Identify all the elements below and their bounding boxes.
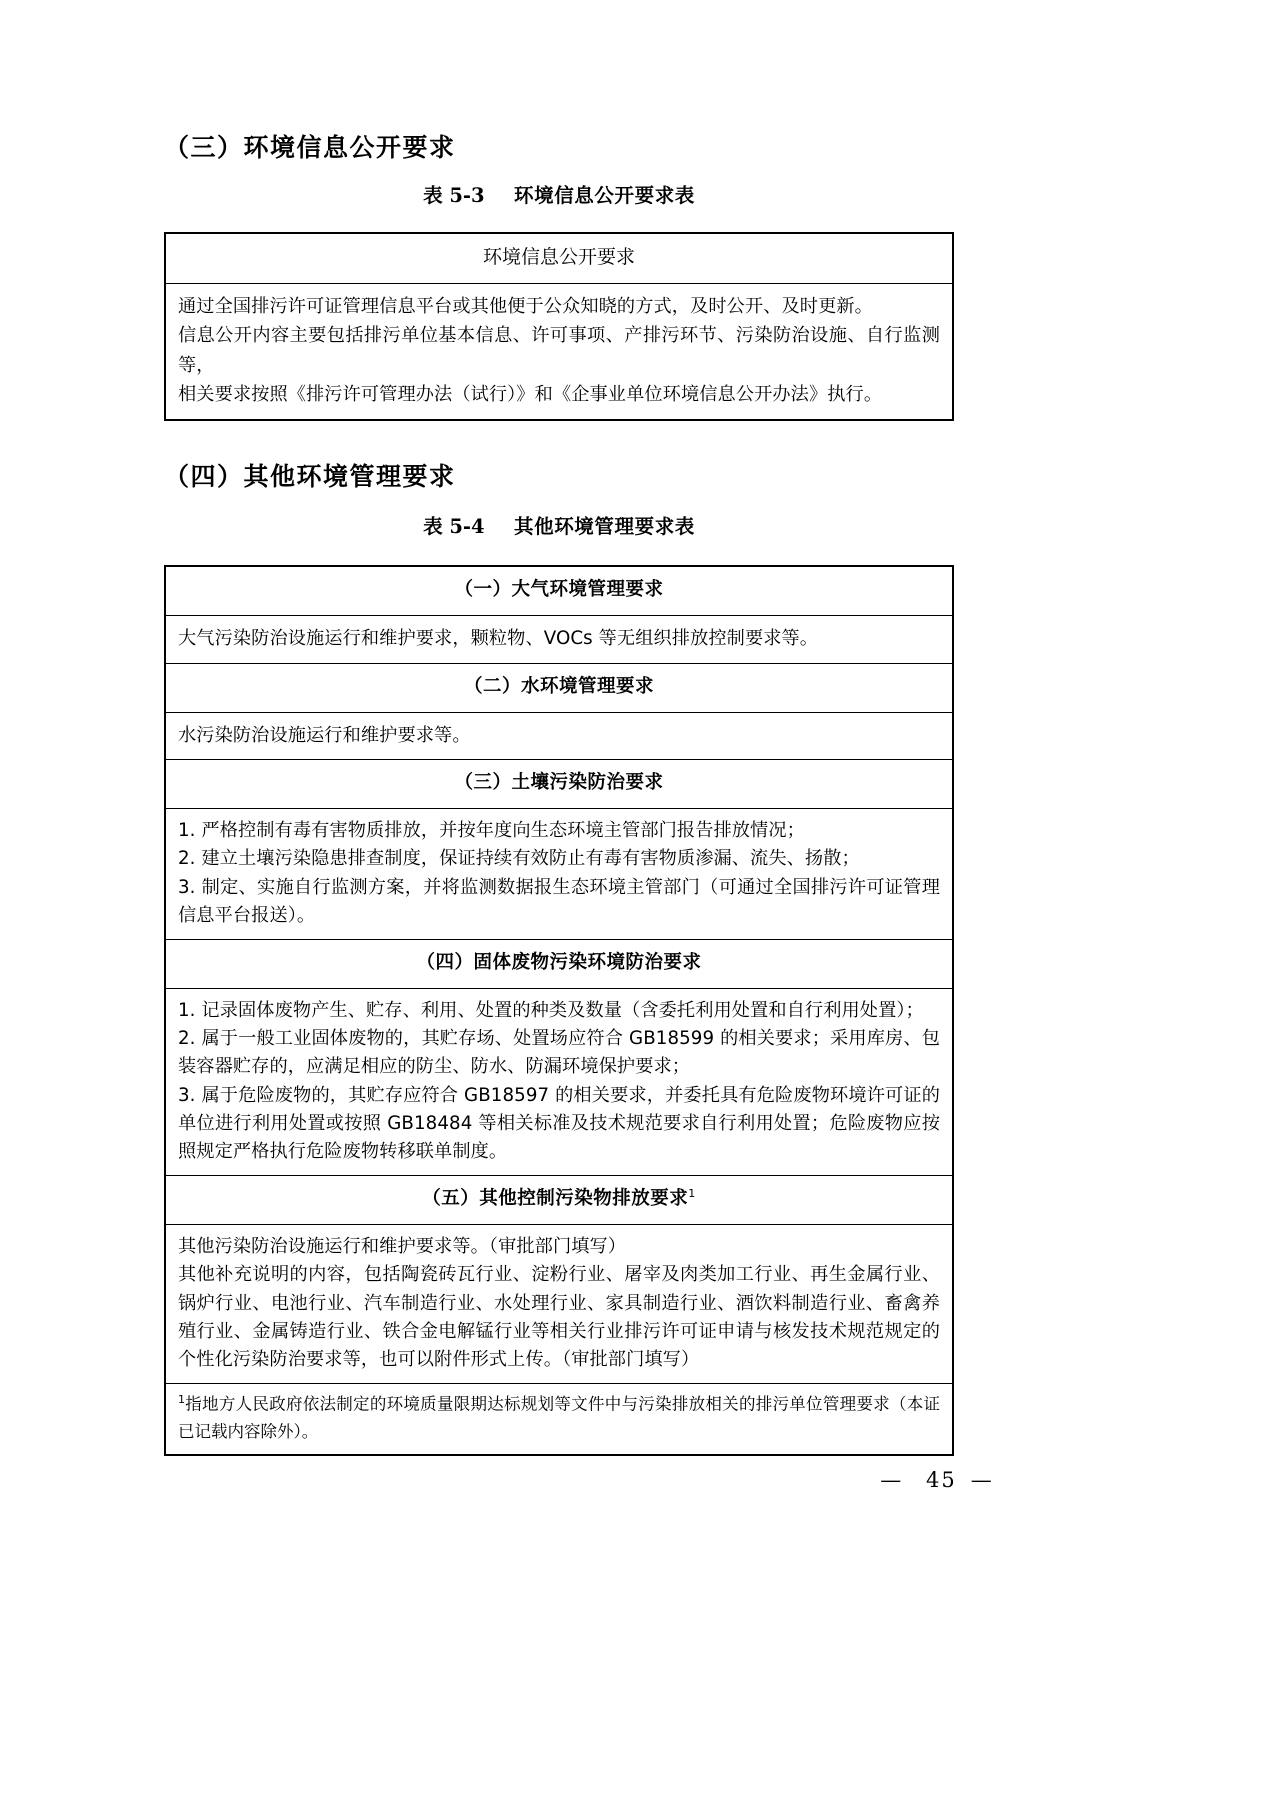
body-line: 2. 建立土壤污染隐患排查制度，保证持续有效防止有毒有害物质渗漏、流失、扬散； — [178, 848, 860, 870]
page-content — [164, 0, 954, 1456]
table-caption-number-5-4: 表 5-4 — [423, 514, 485, 538]
body-line: 1. 严格控制有毒有害物质排放，并按年度向生态环境主管部门报告排放情况； — [178, 820, 805, 842]
table-caption-title-5-4: 其他环境管理要求表 — [514, 514, 695, 538]
section-body-water — [166, 713, 952, 759]
page-number-group — [880, 1468, 993, 1492]
footnote-number: 1 — [178, 1393, 185, 1407]
section-header-soil: （三）土壤污染防治要求 — [454, 772, 664, 794]
body-line: 水污染防治设施运行和维护要求等。 — [178, 724, 471, 746]
table-row — [166, 1384, 952, 1454]
body-line: 2. 属于一般工业固体废物的，其贮存场、处置场应符合 GB18599 的相关要求；采用库房、包装容器贮存的，应满足相应的防尘、防水、防漏环境保护要求； — [178, 1028, 940, 1078]
table-row — [166, 809, 952, 940]
body-line: 其他污染防治设施运行和维护要求等。（审批部门填写） — [178, 1236, 627, 1258]
section-header-other-pollutants — [166, 1176, 952, 1224]
body-line: 通过全国排污许可证管理信息平台或其他便于公众知晓的方式，及时公开、及时更新。 — [178, 295, 873, 317]
table-caption-5-3 — [164, 183, 954, 208]
section-header-other-pollutants-label: （五）其他控制污染物排放要求 — [422, 1188, 689, 1210]
table-row — [166, 234, 952, 284]
table-footnote — [166, 1384, 952, 1454]
footnote-text: 指地方人民政府依法制定的环境质量限期达标规划等文件中与污染排放相关的排污单位管理要求（本证已记载内容除外）。 — [178, 1394, 940, 1441]
table-row — [166, 664, 952, 713]
table-row — [166, 940, 952, 989]
footer-dash-left: — — [880, 1468, 904, 1492]
section-header-air: （一）大气环境管理要求 — [454, 579, 664, 601]
body-line: 1. 记录固体废物产生、贮存、利用、处置的种类及数量（含委托利用处置和自行利用处置）； — [178, 999, 924, 1021]
section-header-water: （二）水环境管理要求 — [463, 675, 654, 697]
table-row — [166, 760, 952, 809]
table-header-disclosure: 环境信息公开要求 — [482, 246, 635, 269]
table-body-disclosure — [166, 284, 952, 419]
body-line: 3. 属于危险废物的，其贮存应符合 GB18597 的相关要求，并委托具有危险废物环境许可证的单位进行利用处置或按照 GB18484 等相关标准及技术规范要求自行利用处置；危险废物应按照规定严格执行危险废物转移联单制度。 — [178, 1084, 940, 1162]
page-number: 45 — [925, 1468, 957, 1492]
table-row — [166, 616, 952, 663]
table-row — [166, 284, 952, 419]
table-caption-5-4 — [164, 514, 954, 539]
table-row — [166, 1225, 952, 1384]
body-line: 相关要求按照《排污许可管理办法（试行）》和《企事业单位环境信息公开办法》执行。 — [178, 384, 883, 406]
section-body-air — [166, 616, 952, 662]
table-environmental-disclosure — [164, 232, 954, 421]
table-row — [166, 989, 952, 1176]
footer-dash-right: — — [970, 1468, 994, 1492]
section-body-solid-waste — [166, 989, 952, 1175]
table-row — [166, 1176, 952, 1225]
body-line: 信息公开内容主要包括排污单位基本信息、许可事项、产排污环节、污染防治设施、自行监测等， — [178, 325, 940, 376]
section-heading-four: （四）其他环境管理要求 — [164, 461, 456, 491]
page-footer — [0, 1468, 1280, 1492]
section-header-solid-waste: （四）固体废物污染环境防治要求 — [416, 951, 702, 973]
body-line: 其他补充说明的内容，包括陶瓷砖瓦行业、淀粉行业、屠宰及肉类加工行业、再生金属行业、锅炉行业、电池行业、汽车制造行业、水处理行业、家具制造行业、酒饮料制造行业、畜禽养殖行业、金属铸造行业、铁合金电解锰行业等相关行业排污许可证申请与核发技术规范规定的个性化污染防治要求等，也可以附件形式上传。（审批部门填写） — [178, 1264, 940, 1371]
table-caption-number-5-3: 表 5-3 — [423, 184, 485, 207]
table-row — [166, 567, 952, 616]
section-body-soil — [166, 809, 952, 939]
section-heading-three: （三）环境信息公开要求 — [164, 133, 456, 162]
body-line: 3. 制定、实施自行监测方案，并将监测数据报生态环境主管部门（可通过全国排污许可证管理信息平台报送）。 — [178, 876, 940, 926]
footnote-reference-mark: 1 — [688, 1187, 696, 1201]
section-body-other-pollutants — [166, 1225, 952, 1383]
body-line: 大气污染防治设施运行和维护要求，颗粒物、VOCs 等无组织排放控制要求等。 — [178, 628, 819, 650]
table-caption-title-5-3: 环境信息公开要求表 — [514, 184, 695, 207]
table-other-environmental-management — [164, 565, 954, 1456]
table-row — [166, 713, 952, 760]
